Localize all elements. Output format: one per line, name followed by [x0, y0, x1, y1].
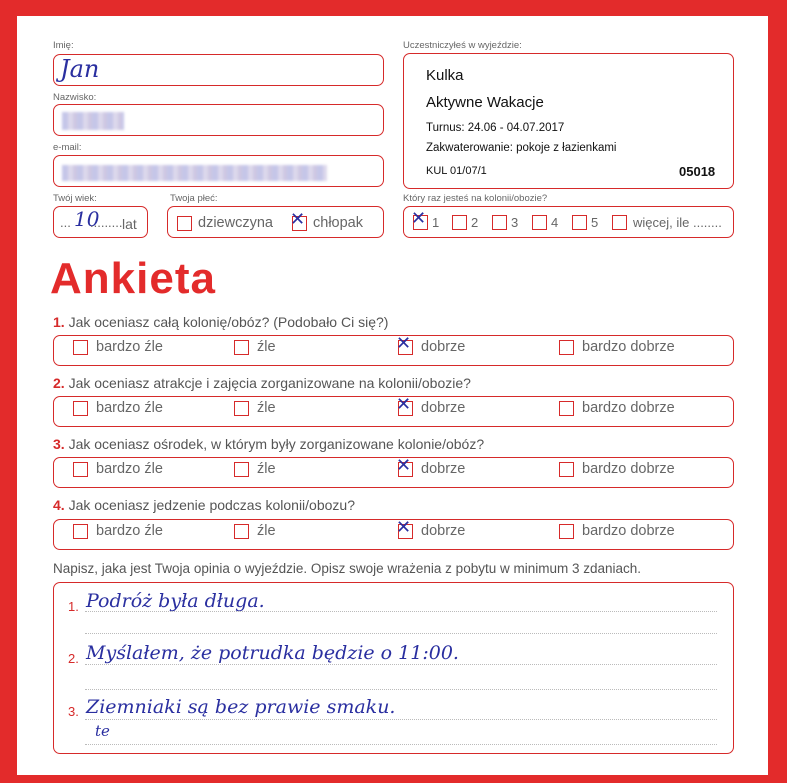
which-time-option-more[interactable] — [612, 215, 722, 230]
which-time-checkbox-4[interactable] — [532, 215, 547, 230]
which-time-option-3[interactable] — [492, 215, 518, 230]
opinion-line-3-number: 3. — [68, 704, 79, 719]
which-time-checkbox-2[interactable] — [452, 215, 467, 230]
q3-label-very-bad: bardzo źle — [96, 461, 163, 477]
q4-option-very-bad[interactable] — [73, 523, 163, 539]
which-time-label-more: więcej, ile ........ — [633, 215, 722, 230]
which-time-label: Który raz jesteś na kolonii/obozie? — [403, 193, 548, 204]
which-time-checkbox-5[interactable] — [572, 215, 587, 230]
question-4 — [53, 497, 355, 513]
q2-option-good[interactable] — [396, 393, 466, 416]
question-3 — [53, 436, 484, 452]
q3-label-very-good: bardzo dobrze — [582, 461, 675, 477]
gender-girl-checkbox[interactable] — [177, 216, 192, 231]
q1-label-very-bad: bardzo źle — [96, 339, 163, 355]
q3-checkbox-very-bad[interactable] — [73, 462, 88, 477]
q1-checkbox-good[interactable]: ✕ — [396, 332, 412, 354]
opinion-line-1-text: Podróż była długa. — [86, 590, 265, 612]
q1-label-bad: źle — [257, 339, 276, 355]
age-dots-pre: ... — [60, 215, 71, 230]
which-time-checkbox-3[interactable] — [492, 215, 507, 230]
age-dots-post: ......... — [90, 215, 123, 230]
question-2-text: Jak oceniasz atrakcje i zajęcia zorganizowane na kolonii/obozie? — [68, 375, 471, 391]
gender-option-boy[interactable] — [290, 208, 363, 231]
opinion-line-2-text: Myślałem, że potrudka będzie o 11:00. — [86, 642, 459, 664]
question-3-answers — [53, 454, 734, 488]
q1-label-very-good: bardzo dobrze — [582, 339, 675, 355]
trip-turnus: Turnus: 24.06 - 04.07.2017 — [426, 122, 565, 134]
q1-checkbox-very-good[interactable] — [559, 340, 574, 355]
q4-option-bad[interactable] — [234, 523, 276, 539]
opinion-rule-5 — [85, 719, 717, 720]
trip-number: 05018 — [679, 164, 716, 179]
question-1-answers — [53, 332, 734, 366]
opinion-line-3-text: Ziemniaki są bez prawie smaku. — [86, 696, 396, 718]
which-time-option-4[interactable] — [532, 215, 558, 230]
which-time-checkbox-more[interactable] — [612, 215, 627, 230]
question-1 — [53, 314, 388, 330]
opinion-line-1-number: 1. — [68, 599, 79, 614]
question-3-text: Jak oceniasz ośrodek, w którym były zorganizowane kolonie/obóz? — [68, 436, 485, 452]
which-time-label-2: 2 — [471, 215, 479, 230]
gender-girl-label: dziewczyna — [198, 215, 273, 231]
question-1-text: Jak oceniasz całą kolonię/obóz? (Podobało Ci się?) — [68, 314, 389, 330]
which-time-option-1[interactable] — [411, 208, 440, 230]
q4-label-bad: źle — [257, 523, 276, 539]
q4-label-very-good: bardzo dobrze — [582, 523, 675, 539]
q2-checkbox-good[interactable]: ✕ — [396, 393, 412, 415]
gender-label: Twoja płeć: — [170, 193, 218, 204]
trip-code: KUL 01/07/1 — [426, 165, 487, 177]
question-3-number: 3. — [53, 436, 65, 452]
which-time-option-5[interactable] — [572, 215, 598, 230]
q1-option-bad[interactable] — [234, 339, 276, 355]
trip-label: Uczestniczyłeś w wyjeździe: — [403, 40, 522, 51]
last-name-redacted — [62, 112, 124, 130]
q4-checkbox-bad[interactable] — [234, 524, 249, 539]
question-1-number: 1. — [53, 314, 65, 330]
question-4-text: Jak oceniasz jedzenie podczas kolonii/obozu? — [68, 497, 355, 513]
trip-program: Aktywne Wakacje — [426, 94, 544, 111]
q3-option-bad[interactable] — [234, 461, 276, 477]
opinion-rule-3 — [85, 664, 717, 665]
last-name-field[interactable] — [53, 104, 384, 136]
first-name-label: Imię: — [53, 40, 74, 51]
q1-checkbox-very-bad[interactable] — [73, 340, 88, 355]
page-title: Ankieta — [50, 254, 216, 303]
gender-boy-label: chłopak — [313, 215, 363, 231]
q4-label-good: dobrze — [421, 523, 466, 539]
question-2-number: 2. — [53, 375, 65, 391]
opinion-rule-6 — [85, 744, 717, 745]
trip-accommodation: Zakwaterowanie: pokoje z łazienkami — [426, 142, 617, 154]
opinion-rule-2 — [85, 633, 717, 634]
first-name-field[interactable] — [53, 54, 384, 86]
q3-option-very-bad[interactable] — [73, 461, 163, 477]
opinion-rule-4 — [85, 689, 717, 690]
q2-label-very-bad: bardzo źle — [96, 400, 163, 416]
q2-checkbox-bad[interactable] — [234, 401, 249, 416]
q1-option-very-good[interactable] — [559, 339, 675, 355]
q2-label-very-good: bardzo dobrze — [582, 400, 675, 416]
q2-checkbox-very-good[interactable] — [559, 401, 574, 416]
q2-option-very-bad[interactable] — [73, 400, 163, 416]
last-name-label: Nazwisko: — [53, 92, 97, 103]
q4-checkbox-good[interactable]: ✕ — [396, 516, 412, 538]
which-time-field — [403, 206, 734, 238]
trip-name: Kulka — [426, 67, 464, 84]
age-label: Twój wiek: — [53, 193, 97, 204]
q2-label-bad: źle — [257, 400, 276, 416]
q3-checkbox-good[interactable]: ✕ — [396, 454, 412, 476]
gender-field — [167, 206, 384, 238]
which-time-label-4: 4 — [551, 215, 559, 230]
trip-info-box — [403, 53, 734, 189]
gender-boy-checkbox[interactable]: ✕ — [290, 208, 306, 230]
q3-label-bad: źle — [257, 461, 276, 477]
email-redacted — [62, 165, 327, 181]
age-unit: lat — [122, 216, 137, 232]
q1-label-good: dobrze — [421, 339, 466, 355]
q3-option-good[interactable] — [396, 454, 466, 477]
opinion-extra-text: te — [95, 722, 110, 740]
which-time-label-3: 3 — [511, 215, 519, 230]
which-time-option-2[interactable] — [452, 215, 478, 230]
q2-checkbox-very-bad[interactable] — [73, 401, 88, 416]
q2-label-good: dobrze — [421, 400, 466, 416]
opinion-rule-1 — [85, 611, 717, 612]
gender-option-girl[interactable] — [177, 215, 273, 231]
q4-label-very-bad: bardzo źle — [96, 523, 163, 539]
q2-option-very-good[interactable] — [559, 400, 675, 416]
q1-option-good[interactable] — [396, 332, 466, 355]
which-time-checkbox-1[interactable]: ✕ — [411, 208, 427, 229]
question-4-number: 4. — [53, 497, 65, 513]
which-time-label-5: 5 — [591, 215, 599, 230]
q3-checkbox-bad[interactable] — [234, 462, 249, 477]
email-field[interactable] — [53, 155, 384, 187]
q3-label-good: dobrze — [421, 461, 466, 477]
age-field[interactable] — [53, 206, 148, 238]
first-name-value: Jan — [60, 55, 100, 83]
age-value: 10 — [74, 207, 100, 231]
q1-option-very-bad[interactable] — [73, 339, 163, 355]
q3-checkbox-very-good[interactable] — [559, 462, 574, 477]
q4-checkbox-very-bad[interactable] — [73, 524, 88, 539]
opinion-line-2-number: 2. — [68, 651, 79, 666]
which-time-label-1: 1 — [432, 215, 440, 230]
question-4-answers — [53, 516, 734, 550]
q1-checkbox-bad[interactable] — [234, 340, 249, 355]
q2-option-bad[interactable] — [234, 400, 276, 416]
question-2-answers — [53, 393, 734, 427]
opinion-prompt: Napisz, jaka jest Twoja opinia o wyjeździe. Opisz swoje wrażenia z pobytu w minimum 3 zdaniach. — [53, 561, 642, 576]
q4-option-very-good[interactable] — [559, 523, 675, 539]
question-2 — [53, 375, 471, 391]
q4-option-good[interactable] — [396, 516, 466, 539]
q3-option-very-good[interactable] — [559, 461, 675, 477]
q4-checkbox-very-good[interactable] — [559, 524, 574, 539]
email-label: e-mail: — [53, 142, 82, 153]
